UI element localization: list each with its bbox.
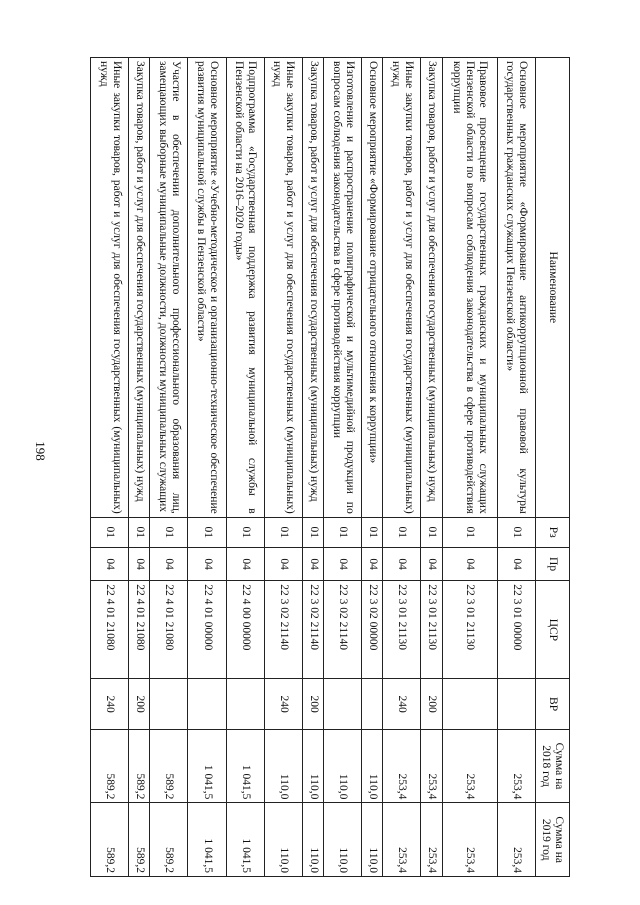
cell-csr: 22 3 02 21140 <box>303 581 324 679</box>
table-row <box>421 58 442 877</box>
cell-sum-2018: 110,0 <box>362 729 383 803</box>
cell-rz: 01 <box>91 517 129 547</box>
cell-sum-2019: 253,4 <box>442 803 497 877</box>
cell-name: Подпрограмма «Государственная поддержка развития муниципальной службы в Пензенской области на 2016–2020 годы» <box>226 58 264 518</box>
header-sum-2019: Сумма на 2019 год <box>536 803 570 877</box>
cell-sum-2019: 589,2 <box>91 803 129 877</box>
cell-vr: 240 <box>264 679 302 729</box>
cell-name: Иные закупки товаров, работ и услуг для обеспечения государственных (муниципальных) нужд <box>91 58 129 518</box>
cell-csr: 22 3 02 21140 <box>264 581 302 679</box>
table-header-row <box>536 58 570 877</box>
cell-pr: 04 <box>324 547 362 580</box>
cell-sum-2018: 253,4 <box>497 729 535 803</box>
table-row <box>324 58 362 877</box>
header-csr: ЦСР <box>536 581 570 679</box>
table-row <box>129 58 150 877</box>
cell-sum-2018: 110,0 <box>324 729 362 803</box>
table-row <box>303 58 324 877</box>
cell-vr: 200 <box>129 679 150 729</box>
cell-sum-2019: 589,2 <box>129 803 150 877</box>
cell-name: Закупка товаров, работ и услуг для обеспечения государственных (муниципальных) нужд <box>303 58 324 518</box>
cell-vr <box>497 679 535 729</box>
cell-rz: 01 <box>421 517 442 547</box>
cell-sum-2019: 253,4 <box>421 803 442 877</box>
cell-sum-2018: 253,4 <box>421 729 442 803</box>
cell-rz: 01 <box>324 517 362 547</box>
cell-name: Участие в обеспечении дополнительного профессионального образования лиц, замещающих выборные муниципальные должности, должности муниципальных служащих <box>150 58 188 518</box>
table-row <box>226 58 264 877</box>
cell-rz: 01 <box>442 517 497 547</box>
cell-sum-2019: 110,0 <box>324 803 362 877</box>
header-rz: Рз <box>536 517 570 547</box>
cell-vr <box>188 679 226 729</box>
cell-sum-2018: 110,0 <box>303 729 324 803</box>
table-row <box>264 58 302 877</box>
cell-vr <box>324 679 362 729</box>
cell-vr: 240 <box>91 679 129 729</box>
cell-sum-2019: 253,4 <box>497 803 535 877</box>
cell-sum-2019: 110,0 <box>303 803 324 877</box>
cell-csr: 22 3 01 21130 <box>421 581 442 679</box>
cell-vr: 240 <box>383 679 421 729</box>
cell-csr: 22 3 01 00000 <box>497 581 535 679</box>
cell-sum-2018: 589,2 <box>129 729 150 803</box>
cell-rz: 01 <box>129 517 150 547</box>
cell-rz: 01 <box>383 517 421 547</box>
cell-sum-2019: 1 041,5 <box>188 803 226 877</box>
cell-pr: 04 <box>362 547 383 580</box>
cell-csr: 22 4 01 21080 <box>91 581 129 679</box>
rotated-table-container <box>90 57 570 877</box>
cell-csr: 22 4 01 21080 <box>150 581 188 679</box>
cell-pr: 04 <box>497 547 535 580</box>
table-row <box>442 58 497 877</box>
table-row <box>188 58 226 877</box>
cell-name: Правовое просвещение государственных гражданских и муниципальных служащих Пензенской области по вопросам соблюдения законодательства в сфере противодействия коррупции <box>442 58 497 518</box>
cell-name: Основное мероприятие «Формирование отрицательного отношения к коррупции» <box>362 58 383 518</box>
cell-rz: 01 <box>150 517 188 547</box>
budget-table <box>90 57 570 877</box>
cell-sum-2019: 110,0 <box>264 803 302 877</box>
cell-sum-2019: 589,2 <box>150 803 188 877</box>
cell-rz: 01 <box>264 517 302 547</box>
header-vr: ВР <box>536 679 570 729</box>
cell-name: Основное мероприятие «Учебно-методическое и организационно-техническое обеспечение развития муниципальной службы в Пензенской области» <box>188 58 226 518</box>
cell-vr <box>150 679 188 729</box>
cell-csr: 22 3 01 21130 <box>383 581 421 679</box>
table-row <box>150 58 188 877</box>
cell-pr: 04 <box>150 547 188 580</box>
table-row <box>497 58 535 877</box>
cell-rz: 01 <box>226 517 264 547</box>
cell-pr: 04 <box>421 547 442 580</box>
cell-pr: 04 <box>91 547 129 580</box>
cell-name: Иные закупки товаров, работ и услуг для обеспечения государственных (муниципальных) нужд <box>383 58 421 518</box>
header-name: Наименование <box>536 58 570 518</box>
cell-sum-2018: 110,0 <box>264 729 302 803</box>
cell-name: Изготовление и распространение полиграфической и мультимедийной продукции по вопросам соблюдения законодательства в сфере противодействия коррупции <box>324 58 362 518</box>
cell-sum-2018: 1 041,5 <box>226 729 264 803</box>
cell-sum-2018: 589,2 <box>91 729 129 803</box>
cell-vr <box>362 679 383 729</box>
cell-vr: 200 <box>421 679 442 729</box>
cell-sum-2018: 253,4 <box>442 729 497 803</box>
cell-vr <box>442 679 497 729</box>
cell-pr: 04 <box>129 547 150 580</box>
cell-vr <box>226 679 264 729</box>
cell-csr: 22 3 02 21140 <box>324 581 362 679</box>
cell-sum-2018: 1 041,5 <box>188 729 226 803</box>
cell-rz: 01 <box>303 517 324 547</box>
cell-sum-2019: 253,4 <box>383 803 421 877</box>
table-row <box>362 58 383 877</box>
cell-sum-2018: 589,2 <box>150 729 188 803</box>
cell-sum-2019: 1 041,5 <box>226 803 264 877</box>
cell-csr: 22 4 00 00000 <box>226 581 264 679</box>
cell-name: Основное мероприятие «Формирование антикоррупционной правовой культуры государственных гражданских служащих Пензенской области» <box>497 58 535 518</box>
cell-rz: 01 <box>497 517 535 547</box>
cell-csr: 22 4 01 21080 <box>129 581 150 679</box>
cell-vr: 200 <box>303 679 324 729</box>
cell-rz: 01 <box>362 517 383 547</box>
cell-pr: 04 <box>264 547 302 580</box>
cell-name: Закупка товаров, работ и услуг для обеспечения государственных (муниципальных) нужд <box>129 58 150 518</box>
cell-csr: 22 4 01 00000 <box>188 581 226 679</box>
table-row <box>383 58 421 877</box>
header-pr: Пр <box>536 547 570 580</box>
cell-pr: 04 <box>303 547 324 580</box>
cell-rz: 01 <box>188 517 226 547</box>
cell-name: Закупка товаров, работ и услуг для обеспечения государственных (муниципальных) нужд <box>421 58 442 518</box>
header-sum-2018: Сумма на 2018 год <box>536 729 570 803</box>
cell-csr: 22 3 01 21130 <box>442 581 497 679</box>
table-row <box>91 58 129 877</box>
cell-csr: 22 3 02 00000 <box>362 581 383 679</box>
cell-pr: 04 <box>188 547 226 580</box>
cell-sum-2019: 110,0 <box>362 803 383 877</box>
cell-name: Иные закупки товаров, работ и услуг для обеспечения государственных (муниципальных) нужд <box>264 58 302 518</box>
cell-pr: 04 <box>226 547 264 580</box>
cell-pr: 04 <box>383 547 421 580</box>
page-number: 198 <box>33 441 48 461</box>
cell-sum-2018: 253,4 <box>383 729 421 803</box>
cell-pr: 04 <box>442 547 497 580</box>
